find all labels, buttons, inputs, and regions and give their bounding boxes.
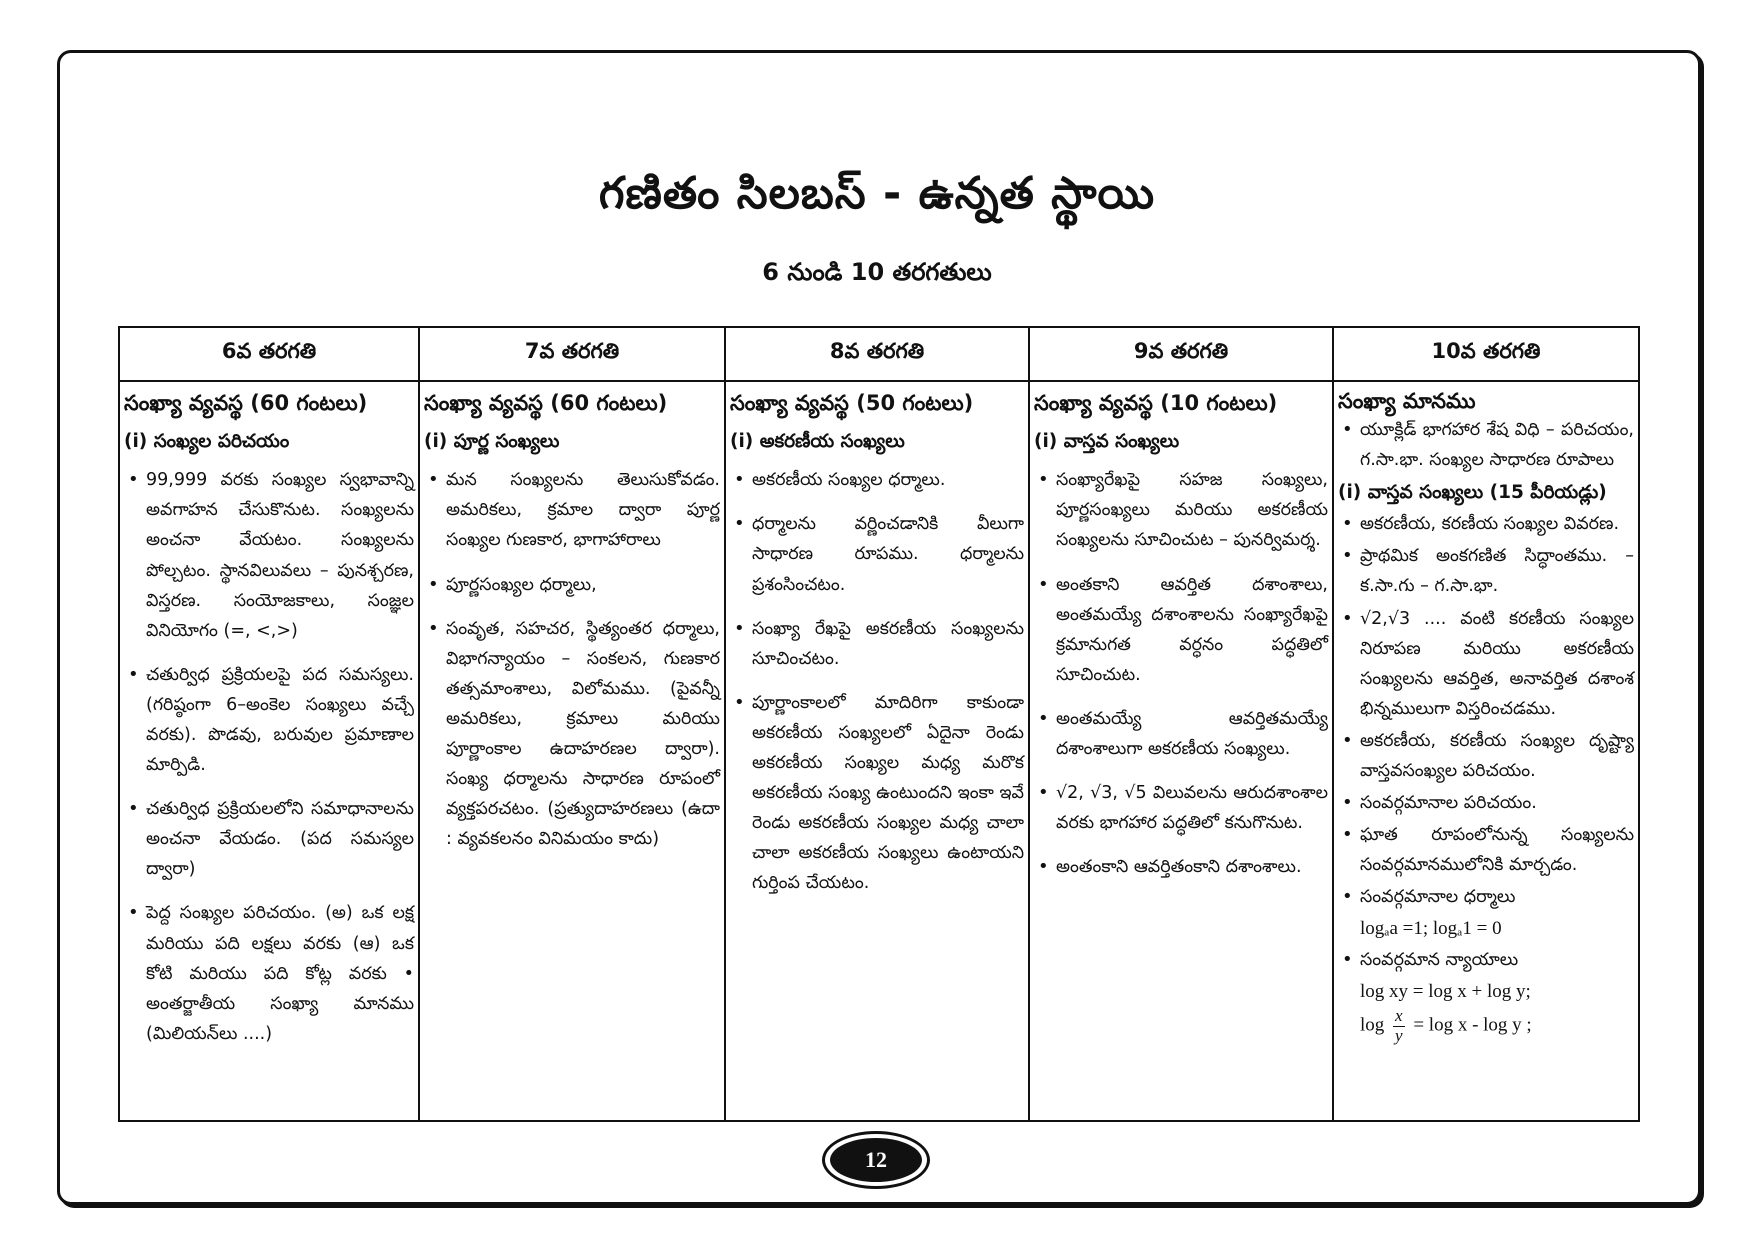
- list-item: • అంతమయ్యే ఆవర్తితమయ్యే దశాంశాలుగా అకరణీయ సంఖ్యలు.: [1034, 704, 1328, 764]
- class-8-cell: [725, 381, 1029, 1121]
- list-item: • చతుర్విధ ప్రక్రియలపై పద సమస్యలు. (గరిష్ఠంగా 6–అంకెల సంఖ్యలు వచ్చే వరకు). పొడవు, బరువుల ప్రమాణాల మార్పిడి.: [124, 660, 414, 780]
- bullet-icon: •: [1342, 886, 1353, 908]
- topic-list: [424, 465, 720, 854]
- page-title: గణితం సిలబస్ - ఉన్నత స్థాయి: [598, 168, 1156, 219]
- topic-list: [1338, 415, 1634, 475]
- bullet-icon: •: [734, 617, 745, 639]
- bullet-icon: •: [734, 513, 745, 535]
- topic-list: [730, 465, 1024, 898]
- page-number-badge: [822, 1131, 930, 1189]
- class-7-cell: [419, 381, 725, 1121]
- bullet-icon: •: [734, 469, 745, 491]
- section-title: సంఖ్యా వ్యవస్థ (60 గంటలు): [124, 391, 368, 415]
- column-header-class-8: 8వ తరగతి: [725, 327, 1029, 381]
- bullet-icon: •: [1038, 856, 1049, 878]
- list-item: • √2,√3 .... వంటి కరణీయ సంఖ్యల నిరూపణ మరియు అకరణీయ సంఖ్యలను ఆవర్తిత, అనావర్తిత దశాంశ భిన్నములుగా విస్తరించడము.: [1338, 604, 1634, 724]
- bullet-icon: •: [428, 469, 439, 491]
- list-item: • సంవర్గమాన న్యాయాలు: [1338, 945, 1634, 975]
- list-item: • అకరణీయ, కరణీయ సంఖ్యల వివరణ.: [1338, 509, 1634, 539]
- bullet-icon: •: [1038, 707, 1049, 729]
- sub-title: (i) వాస్తవ సంఖ్యలు: [1034, 430, 1180, 452]
- bullet-icon: •: [1342, 513, 1353, 535]
- fraction: $\frac{x}{y}$: [1395, 1006, 1403, 1046]
- table-body-row: [119, 381, 1639, 1121]
- class-6-cell: [119, 381, 419, 1121]
- list-item: • సంవృత, సహచర, స్థిత్యంతర ధర్మాలు, విభాగన్యాయం – సంకలన, గుణకార తత్సమాంశాలు, విలోమము. (పైవన్నీ అమరికలు, క్రమాలు మరియు పూర్ణాంకాల ఉదాహరణల ద్వారా). సంఖ్య ధర్మాలను సాధారణ రూపంలో వ్యక్తపరచటం. (ప్రత్యుదాహరణలు (ఉదా : వ్యవకలనం వినిమయం కాదు): [424, 614, 720, 855]
- list-item: • ప్రాథమిక అంకగణిత సిద్ధాంతము. – క.సా.గు – గ.సా.భా.: [1338, 541, 1634, 601]
- list-item: • పూర్ణాంకాలలో మాదిరిగా కాకుండా అకరణీయ సంఖ్యలలో ఏదైనా రెండు అకరణీయ సంఖ్యల మధ్య మరొక అకరణీయ సంఖ్య ఉంటుందని ఇంకా ఇవే రెండు అకరణీయ సంఖ్యల మధ్య చాలా చాలా అకరణీయ సంఖ్యలు ఉంటాయని గుర్తింప చేయటం.: [730, 688, 1024, 899]
- bullet-icon: •: [1342, 545, 1353, 567]
- list-item: • 99,999 వరకు సంఖ్యల స్వభావాన్ని అవగాహన చేసుకొనుట. సంఖ్యలను అంచనా వేయటం. సంఖ్యలను పోల్చటం. స్థానవిలువలు – పునశ్చరణ, విస్తరణ. సంయోజకాలు, సంజ్ఞల వినియోగం (=, <,>): [124, 465, 414, 646]
- section-title: సంఖ్యా మానము: [1338, 389, 1476, 413]
- section-title: సంఖ్యా వ్యవస్థ (60 గంటలు): [424, 391, 668, 415]
- topic-list: [124, 465, 414, 1049]
- class-10-cell: [1333, 381, 1639, 1121]
- section-title: సంఖ్యా వ్యవస్థ (10 గంటలు): [1034, 391, 1278, 415]
- bullet-icon: •: [128, 902, 139, 924]
- list-item: • చతుర్విధ ప్రక్రియలలోని సమాధానాలను అంచనా వేయడం. (పద సమస్యల ద్వారా): [124, 794, 414, 884]
- bullet-icon: •: [1342, 607, 1353, 629]
- section-title: సంఖ్యా వ్యవస్థ (50 గంటలు): [730, 391, 974, 415]
- sub-title: (i) పూర్ణ సంఖ్యలు: [424, 430, 560, 452]
- page-number: 12: [830, 1138, 922, 1182]
- topic-list: [1034, 465, 1328, 882]
- log-identity: logₐa =1; logₐ1 = 0: [1360, 918, 1502, 940]
- topic-list: [1338, 945, 1634, 975]
- column-header-class-9: 9వ తరగతి: [1029, 327, 1333, 381]
- list-item: • సంఖ్యారేఖపై సహజ సంఖ్యలు, పూర్ణసంఖ్యలు మరియు అకరణీయ సంఖ్యలను సూచించుట – పునర్విమర్శ.: [1034, 465, 1328, 555]
- bullet-icon: •: [734, 691, 745, 713]
- list-item: • పెద్ద సంఖ్యల పరిచయం. (అ) ఒక లక్ష మరియు పది లక్షలు వరకు (ఆ) ఒక కోటి మరియు పది కోట్ల వరకు • అంతర్జాతీయ సంఖ్యా మానము (మిలియన్‌లు ....): [124, 898, 414, 1048]
- bullet-icon: •: [128, 798, 139, 820]
- list-item: • అంతంకాని ఆవర్తితంకాని దశాంశాలు.: [1034, 852, 1328, 882]
- list-item: • అకరణీయ, కరణీయ సంఖ్యల దృష్ట్యా వాస్తవసంఖ్యల పరిచయం.: [1338, 726, 1634, 786]
- log-product-rule: log xy = log x + log y;: [1360, 980, 1531, 1002]
- topic-list: [1338, 509, 1634, 912]
- sub-title: (i) సంఖ్యల పరిచయం: [124, 430, 290, 452]
- column-header-class-6: 6వ తరగతి: [119, 327, 419, 381]
- list-item: • ధర్మాలను వర్ణించడానికి వీలుగా సాధారణ రూపము. ధర్మాలను ప్రశంసించటం.: [730, 509, 1024, 599]
- list-item: • యూక్లిడ్ భాగహార శేష విధి – పరిచయం, గ.సా.భా. సంఖ్యల సాధారణ రూపాలు: [1338, 415, 1634, 475]
- bullet-icon: •: [128, 663, 139, 685]
- list-item: • √2, √3, √5 విలువలను ఆరుదశాంశాల వరకు భాగహార పద్ధతిలో కనుగొనుట.: [1034, 778, 1328, 838]
- sub-title: (i) వాస్తవ సంఖ్యలు (15 పీరియడ్లు): [1338, 482, 1607, 504]
- list-item: • అకరణీయ సంఖ్యల ధర్మాలు.: [730, 465, 1024, 495]
- bullet-icon: •: [128, 469, 139, 491]
- bullet-icon: •: [1342, 792, 1353, 814]
- list-item: • సంఖ్యా రేఖపై అకరణీయ సంఖ్యలను సూచించటం.: [730, 614, 1024, 674]
- bullet-icon: •: [1038, 573, 1049, 595]
- column-header-class-7: 7వ తరగతి: [419, 327, 725, 381]
- syllabus-table: [118, 326, 1640, 1122]
- bullet-icon: •: [1342, 419, 1353, 441]
- bullet-icon: •: [428, 617, 439, 639]
- list-item: • సంవర్గమానాల ధర్మాలు: [1338, 882, 1634, 912]
- list-item: • పూర్ణసంఖ్యల ధర్మాలు,: [424, 570, 720, 600]
- page-subtitle: 6 నుండి 10 తరగతులు: [762, 258, 992, 286]
- table-header-row: [119, 327, 1639, 381]
- list-item: • ఘాత రూపంలోనున్న సంఖ్యలను సంవర్గమానములోనికి మార్చడం.: [1338, 820, 1634, 880]
- list-item: • మన సంఖ్యలను తెలుసుకోవడం. అమరికలు, క్రమాల ద్వారా పూర్ణ సంఖ్యల గుణకార, భాగాహారాలు: [424, 465, 720, 555]
- log-quotient-rule: log $\frac{x}{y}$ = log x - log y ;: [1360, 1006, 1532, 1046]
- bullet-icon: •: [1342, 729, 1353, 751]
- sub-title: (i) అకరణీయ సంఖ్యలు: [730, 430, 905, 452]
- bullet-icon: •: [1342, 948, 1353, 970]
- list-item: • సంవర్గమానాల పరిచయం.: [1338, 788, 1634, 818]
- list-item: • అంతకాని ఆవర్తిత దశాంశాలు, అంతమయ్యే దశాంశాలను సంఖ్యారేఖపై క్రమానుగత వర్ధనం పద్ధతిలో సూచించుట.: [1034, 570, 1328, 690]
- bullet-icon: •: [1038, 469, 1049, 491]
- bullet-icon: •: [1038, 782, 1049, 804]
- bullet-icon: •: [1342, 824, 1353, 846]
- column-header-class-10: 10వ తరగతి: [1333, 327, 1639, 381]
- class-9-cell: [1029, 381, 1333, 1121]
- bullet-icon: •: [428, 573, 439, 595]
